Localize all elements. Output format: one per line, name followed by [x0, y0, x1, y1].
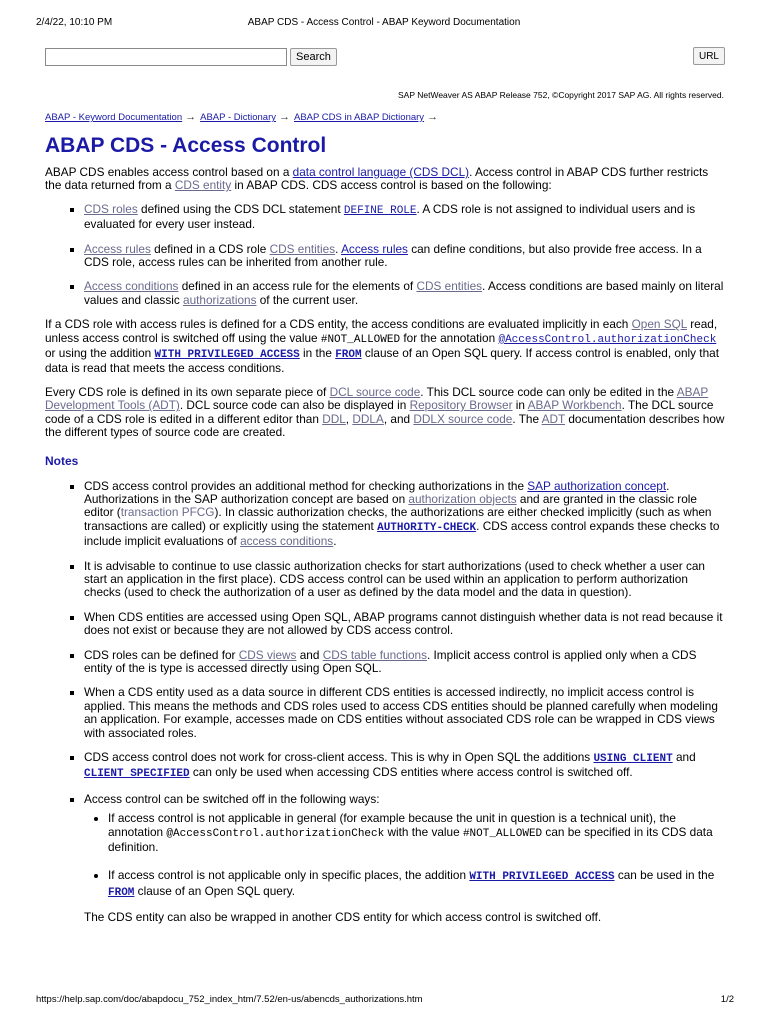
search-button[interactable]: Search	[290, 48, 337, 66]
text: If access control is not applicable only in specific places, the addition	[108, 868, 470, 883]
breadcrumb-arrow-icon: →	[185, 111, 197, 123]
text: CDS access control does not work for cross-client access. This is why in Open SQL the additions	[84, 750, 594, 764]
link-access-rules[interactable]: Access rules	[341, 241, 408, 256]
text: If a CDS role with access rules is defined for a CDS entity, the access conditions are evaluated implicitly in each	[45, 317, 632, 332]
link-define-role[interactable]: DEFINE ROLE	[343, 204, 417, 217]
copyright-notice: SAP NetWeaver AS ABAP Release 752, ©Copyright 2017 SAP AG. All rights reserved.	[398, 90, 724, 100]
list-item: ▪ When CDS entities are accessed using Open SQL, ABAP programs cannot distinguish whether data is not read because it does not exist or because they are not allowed by CDS access control.	[84, 611, 725, 638]
search-bar	[45, 47, 725, 67]
print-datetime: 2/4/22, 10:10 PM	[36, 17, 113, 28]
link-authorizations[interactable]: authorizations	[183, 292, 257, 307]
text: documentation describes how the different types of source code are created.	[45, 411, 725, 440]
text: can be specified in its CDS data definition.	[108, 824, 713, 855]
link-adt[interactable]: ADT	[541, 411, 566, 426]
text: If access control is not applicable in general (for example because the unit in question is a technical unit), the annotation	[108, 811, 676, 839]
intro-paragraph	[45, 166, 725, 193]
dcl-source-code-paragraph	[45, 386, 725, 440]
text: . The	[512, 411, 542, 426]
text: of the current user.	[256, 292, 359, 307]
link-access-rules[interactable]: Access rules	[84, 241, 151, 256]
notes-heading: Notes	[45, 453, 79, 468]
text: Access control can be switched off in the following ways:	[84, 791, 380, 806]
text: CDS access control provides an additional method for checking authorizations in the	[84, 478, 528, 493]
list-item	[84, 751, 725, 782]
link-open-sql[interactable]: Open SQL	[631, 317, 687, 332]
text: . DCL source code can also be displayed in	[179, 398, 410, 413]
link-dcl-source-code[interactable]: DCL source code	[329, 384, 421, 399]
implicit-evaluation-paragraph	[45, 318, 725, 376]
link-abap-workbench[interactable]: ABAP Workbench	[527, 398, 622, 413]
text: . CDS access control expands these checks to include implicit evaluations of	[84, 518, 720, 549]
link-cds-roles[interactable]: CDS roles	[84, 201, 138, 216]
text: and are granted in the classic role editor (	[84, 491, 697, 520]
text: . Implicit access control is applied only when a CDS entity of the is type is accessed directly using Open SQL.	[84, 647, 697, 675]
text: . A CDS role is not assigned to individual users and is evaluated for every user instead.	[84, 201, 696, 232]
text: and	[296, 647, 323, 662]
link-from[interactable]: FROM	[335, 349, 362, 362]
link-client-specified[interactable]: CLIENT SPECIFIED	[84, 768, 190, 781]
text: . This DCL source code can only be edited in the	[420, 384, 677, 399]
access-control-bases-list	[45, 203, 725, 307]
link-cds-entities[interactable]: CDS entities	[269, 241, 336, 256]
print-header	[36, 17, 732, 31]
text: or using the addition	[45, 346, 155, 361]
transaction-pfcg: transaction PFCG	[120, 505, 215, 520]
text: can be used in the	[614, 868, 715, 883]
text: for the annotation	[400, 330, 499, 345]
link-sap-authorization-concept[interactable]: SAP authorization concept	[527, 478, 667, 493]
link-cds-views[interactable]: CDS views	[238, 647, 297, 662]
link-adt[interactable]: ABAP Development Tools (ADT)	[45, 384, 709, 413]
print-url: https://help.sap.com/doc/abapdocu_752_index_htm/7.52/en-us/abencds_authorizations.htm	[36, 994, 423, 1005]
breadcrumb-arrow-icon: →	[278, 111, 290, 123]
text: Every CDS role is defined in its own separate piece of	[45, 384, 330, 399]
text: and	[672, 750, 696, 764]
link-with-privileged-access[interactable]: WITH PRIVILEGED ACCESS	[469, 871, 615, 884]
switch-off-ways-list	[84, 812, 725, 900]
text: defined using the CDS DCL statement	[137, 201, 344, 216]
text: in the	[299, 346, 336, 361]
url-button[interactable]: URL	[693, 47, 725, 65]
link-access-conditions[interactable]: Access conditions	[84, 279, 179, 294]
text: clause of an Open SQL query. If access control is enabled, only that data is read that meets the access conditions.	[45, 346, 719, 376]
text: ABAP CDS enables access control based on a	[45, 165, 293, 179]
link-authorization-check-annotation[interactable]: @AccessControl.authorizationCheck	[498, 333, 717, 346]
page-number: 1/2	[720, 994, 734, 1005]
search-input[interactable]	[45, 48, 287, 66]
text: . Access control in ABAP CDS further restricts the data returned from a	[45, 165, 709, 193]
link-from[interactable]: FROM	[108, 886, 135, 899]
list-item	[84, 243, 725, 270]
text: ,	[345, 411, 353, 426]
link-cds-table-functions[interactable]: CDS table functions	[322, 647, 427, 662]
list-item: ▪ When a CDS entity used as a data source in different CDS entities is accessed indirectly, no implicit access control is applied. This means the methods and CDS roles used to access CDS entities should be planned carefully when modeling an application. For example, accesses made on CDS entities without associated CDS role can be wrapped in CDS views with associated roles.	[84, 686, 725, 740]
link-ddlx-source-code[interactable]: DDLX source code	[413, 411, 513, 426]
list-item	[108, 869, 725, 900]
page-title: ABAP CDS - Access Control	[45, 134, 327, 157]
code-authorization-check: @AccessControl.authorizationCheck	[166, 827, 385, 840]
text: CDS roles can be defined for	[84, 647, 239, 662]
list-item	[84, 203, 725, 232]
print-title: ABAP CDS - Access Control - ABAP Keyword Documentation	[247, 17, 521, 28]
text: defined in a CDS role	[150, 241, 270, 256]
breadcrumb-cds-in-dictionary[interactable]: ABAP CDS in ABAP Dictionary	[293, 112, 425, 123]
text: with the value	[384, 824, 463, 839]
breadcrumb-keyword-documentation[interactable]: ABAP - Keyword Documentation	[45, 112, 183, 123]
text: can only be used when accessing CDS entities where access control is switched off.	[189, 765, 633, 780]
list-item	[84, 480, 725, 549]
code-not-allowed: #NOT_ALLOWED	[462, 827, 543, 840]
list-item	[84, 280, 725, 307]
text: ). In classic authorization checks, the authorizations are either checked implicitly (such as when transactions are called) or explicitly using the statement	[84, 505, 712, 533]
text: clause of an Open SQL query.	[134, 883, 296, 898]
link-access-conditions[interactable]: access conditions	[240, 534, 334, 549]
list-item: ▪ It is advisable to continue to use classic authorization checks for start authorizations (used to check whether a user can start an application in the first place). CDS access control can be used within an application to perform authorization checks (used to check the authorization of a user as defined by the data model and the data in question).	[84, 560, 725, 600]
text: in	[512, 398, 528, 413]
list-item	[84, 649, 725, 676]
link-cds-entities[interactable]: CDS entities	[416, 279, 483, 294]
link-ddla[interactable]: DDLA	[352, 411, 384, 426]
text: defined in an access rule for the elements of	[178, 279, 417, 294]
text: . Access conditions are based mainly on literal values and classic	[84, 279, 724, 307]
text: .	[333, 534, 337, 549]
link-authorization-objects[interactable]: authorization objects	[408, 491, 517, 506]
link-cds-dcl[interactable]: data control language (CDS DCL)	[292, 165, 470, 179]
wrapping-note: The CDS entity can also be wrapped in another CDS entity for which access control is switched off.	[84, 910, 602, 925]
link-authority-check[interactable]: AUTHORITY-CHECK	[377, 521, 477, 534]
text: read, unless access control is switched off using the value	[45, 317, 718, 345]
text: , and	[383, 411, 414, 426]
link-ddl[interactable]: DDL	[322, 411, 346, 426]
list-item	[108, 812, 725, 854]
main-content	[45, 111, 725, 936]
breadcrumb	[45, 111, 725, 124]
link-with-privileged-access[interactable]: WITH PRIVILEGED ACCESS	[154, 349, 300, 362]
link-cds-entity[interactable]: CDS entity	[174, 178, 232, 193]
text: . Authorizations in the SAP authorization concept are based on	[84, 478, 670, 506]
notes-list	[45, 480, 725, 925]
text: . The DCL source code of a CDS role is edited in a different editor than	[45, 398, 714, 426]
text: can define conditions, but also provide free access. In a CDS role, access rules can be inherited from another rule.	[84, 241, 702, 270]
breadcrumb-arrow-icon: →	[427, 111, 439, 123]
breadcrumb-dictionary[interactable]: ABAP - Dictionary	[200, 112, 276, 123]
link-using-client[interactable]: USING CLIENT	[593, 753, 673, 765]
link-repository-browser[interactable]: Repository Browser	[409, 398, 513, 413]
text: in ABAP CDS. CDS access control is based on the following:	[231, 178, 552, 193]
text: .	[335, 241, 342, 256]
list-item	[84, 793, 725, 925]
code-not-allowed: #NOT_ALLOWED	[320, 333, 401, 346]
